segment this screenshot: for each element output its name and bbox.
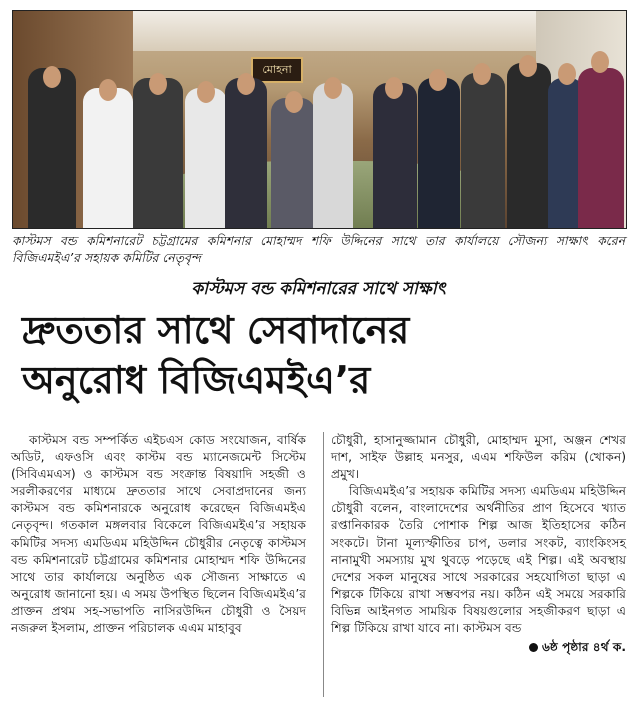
headline bbox=[22, 305, 622, 405]
bullet-icon bbox=[529, 643, 538, 652]
photo-head bbox=[43, 66, 61, 88]
photo-head bbox=[591, 51, 609, 73]
photo-head bbox=[519, 55, 537, 77]
headline-line-1: দ্রুততার সাথে সেবাদানের bbox=[22, 308, 410, 352]
continuation-note bbox=[331, 639, 626, 656]
photo-head bbox=[429, 69, 447, 91]
photo-head bbox=[324, 77, 342, 99]
photo-person bbox=[83, 88, 133, 228]
photo-head bbox=[197, 81, 215, 103]
photo-person bbox=[507, 63, 551, 228]
body-paragraph: বিজিএমইএ’র সহায়ক কমিটির সদস্য এমডিএম মহিউদ্দিন চৌধুরী বলেন, বাংলাদেশের অর্থনীতির প্রাণ হিসেবে খ্যাত রপ্তানিকারক তৈরি পোশাক শিল্প আজ ইতিহাসের কঠিন সংকটে। টানা মূল্যস্ফীতির চাপ, ডলার সংকট, ব্যাংকিংসহ নানামুখী সমস্যায় মুখ থুবড়ে পড়েছে এই শিল্প। এই অবস্থায় দেশের সকল মানুষের সাথে সরকারের সহযোগিতা ছাড়া এ শিল্পকে টিকিয়ে রাখা সম্ভবপর নয়। কঠিন এই সময়ে সরকারি বিভিন্ন আইনগত সাময়িক বিষয়গুলোর সহজীকরণ ছাড়া এ শিল্প টিকিয়ে রাখা যাবে না। কাস্টমস বন্ড bbox=[331, 484, 626, 636]
subheadline: কাস্টমস বন্ড কমিশনারের সাথে সাক্ষাৎ bbox=[191, 279, 446, 299]
body-paragraph: কাস্টমস বন্ড সম্পর্কিত এইচএস কোড সংযোজন, বার্ষিক অডিট, এফওসি এবং কাস্টম বন্ড ম্যানেজমেন্ট সিস্টেম (সিবিএমএস) ও কাস্টমস বন্ড সংক্রান্ত বিষয়াদি সহজী ও সরলীকরণের মাধ্যমে দ্রুততার সাথে সেবাপ্রদানের জন্য কাস্টমস বন্ড কমিশনারকে অনুরোধ করেছেন বিজিএমইএ নেতৃবৃন্দ। গতকাল মঙ্গলবার বিকেলে বিজিএমইএ’র সহায়ক কমিটির সদস্য এমডিএম মহিউদ্দিন চৌধুরীর নেতৃত্বে কাস্টমস বন্ড কমিশনারেট চট্টগ্রামের কমিশনার মোহাম্মদ শফি উদ্দিনের সাথে তার কার্যালয়ে অনুষ্ঠিত এক সৌজন্য সাক্ষাতে এ অনুরোধ জানানো হয়। এ সময় উপস্থিত ছিলেন বিজিএমইএ’র প্রাক্তন প্রথম সহ-সভাপতি নাসিরউদ্দিন চৌধুরী ও সৈয়দ নজরুল ইসলাম, প্রাক্তন পরিচালক এএম মাহাবুব bbox=[11, 433, 306, 636]
photo-head bbox=[285, 91, 303, 113]
photo-head bbox=[149, 73, 167, 95]
photo-caption: কাস্টমস বন্ড কমিশনারেট চট্টগ্রামের কমিশনার মোহাম্মদ শফি উদ্দিনের সাথে তার কার্যালয়ে সৌজন্য সাক্ষাৎ করেন বিজিএমইএ’র সহায়ক কমিটির নেতৃবৃন্দ bbox=[12, 233, 625, 265]
photo-person bbox=[185, 88, 227, 228]
photo-person bbox=[578, 68, 624, 228]
photo-wall-sign: মোহনা bbox=[251, 57, 303, 83]
headline-line-2: অনুরোধ বিজিএমইএ’র bbox=[22, 358, 371, 402]
photo-head bbox=[385, 77, 403, 99]
photo-person bbox=[271, 98, 315, 228]
body-column-1 bbox=[11, 432, 306, 637]
body-column-2 bbox=[331, 432, 626, 656]
photo-person bbox=[313, 83, 353, 228]
photo-person bbox=[133, 78, 183, 228]
column-divider bbox=[323, 432, 324, 697]
photo-head bbox=[99, 79, 117, 101]
photo-head bbox=[473, 63, 491, 85]
photo-person bbox=[373, 83, 417, 228]
photo-person bbox=[28, 68, 76, 228]
photo-person bbox=[461, 73, 505, 228]
body-paragraph: চৌধুরী, হাসানুজ্জামান চৌধুরী, মোহাম্মদ মুসা, অঞ্জন শেখর দাশ, সাইফ উল্লাহ মনসুর, এএম শফিউল করিম (খোকন) প্রমুখ। bbox=[331, 433, 626, 482]
photo-person bbox=[418, 78, 460, 228]
news-photo bbox=[12, 10, 627, 229]
photo-person bbox=[225, 78, 267, 228]
continuation-text: ৬ষ্ঠ পৃষ্ঠার ৪র্থ ক. bbox=[541, 640, 626, 655]
photo-head bbox=[558, 63, 576, 85]
photo-head bbox=[237, 73, 255, 95]
